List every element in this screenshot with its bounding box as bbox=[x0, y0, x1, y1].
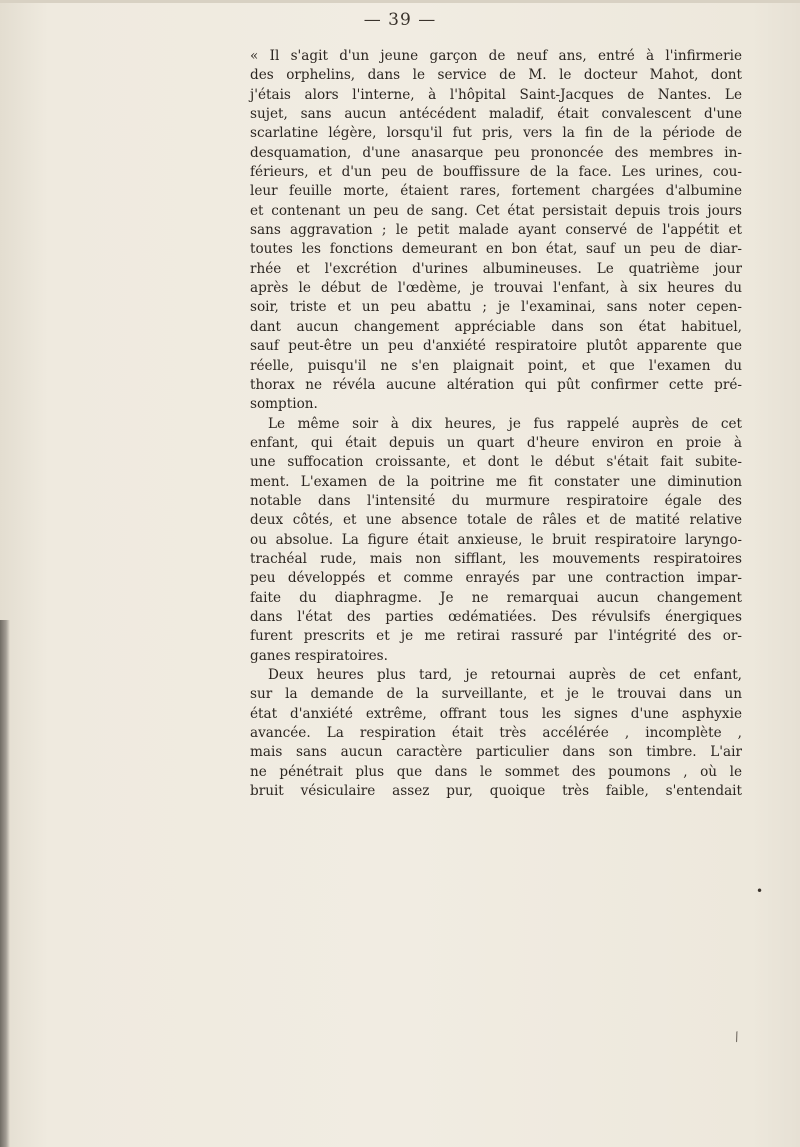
text-line: furent prescrits et je me retirai rassuré par l'intégrité des or- bbox=[250, 628, 742, 645]
text-line: faite du diaphragme. Je ne remarquai aucun changement bbox=[250, 589, 742, 606]
text-line: sujet, sans aucun antécédent maladif, était convalescent d'une bbox=[250, 106, 742, 123]
body-text bbox=[250, 47, 742, 801]
text-line: « Il s'agit d'un jeune garçon de neuf ans, entré à l'infirmerie bbox=[250, 48, 742, 64]
text-line: ou absolue. La figure était anxieuse, le bruit respiratoire laryngo- bbox=[250, 531, 742, 548]
text-line: mais sans aucun caractère particulier dans son timbre. L'air bbox=[250, 744, 742, 761]
paragraph-3 bbox=[250, 666, 742, 801]
paragraph-2 bbox=[250, 415, 742, 666]
text-line: sans aggravation ; le petit malade ayant conservé de l'appétit et bbox=[250, 222, 742, 239]
text-line: réelle, puisqu'il ne s'en plaignait point, et que l'examen du bbox=[250, 357, 742, 374]
text-line: dant aucun changement appréciable dans son état habituel, bbox=[250, 318, 742, 335]
text-line: somption. bbox=[250, 396, 318, 413]
text-line: Deux heures plus tard, je retournai auprès de cet enfant, bbox=[268, 667, 742, 683]
text-line: toutes les fonctions demeurant en bon état, sauf un peu de diar- bbox=[250, 241, 742, 258]
text-line: thorax ne révéla aucune altération qui pût confirmer cette pré- bbox=[250, 376, 742, 393]
text-line: enfant, qui était depuis un quart d'heure environ en proie à bbox=[250, 434, 742, 451]
text-line: scarlatine légère, lorsqu'il fut pris, vers la fin de la période de bbox=[250, 125, 742, 142]
text-line: après le début de l'œdème, je trouvai l'enfant, à six heures du bbox=[250, 280, 742, 297]
text-line: trachéal rude, mais non sifflant, les mouvements respiratoires bbox=[250, 550, 742, 567]
text-line: sur la demande de la surveillante, et je le trouvai dans un bbox=[250, 686, 742, 703]
text-line: dans l'état des parties œdématiées. Des révulsifs énergiques bbox=[250, 608, 742, 625]
text-line: bruit vésiculaire assez pur, quoique très faible, s'entendait bbox=[250, 783, 742, 800]
text-line: sauf peut-être un peu d'anxiété respiratoire plutôt apparente que bbox=[250, 338, 742, 355]
paragraph-1 bbox=[250, 47, 742, 415]
text-line: ment. L'examen de la poitrine me fit constater une diminution bbox=[250, 473, 742, 490]
binding-shadow bbox=[0, 620, 10, 1147]
text-line: des orphelins, dans le service de M. le docteur Mahot, dont bbox=[250, 67, 742, 84]
ink-speck: • bbox=[756, 884, 764, 898]
page-number: — 39 — bbox=[363, 10, 437, 30]
text-line: notable dans l'intensité du murmure respiratoire égale des bbox=[250, 492, 742, 509]
text-line: desquamation, d'une anasarque peu prononcée des membres in- bbox=[250, 144, 742, 161]
text-line: ne pénétrait plus que dans le sommet des poumons , où le bbox=[250, 763, 742, 780]
text-line: j'étais alors l'interne, à l'hôpital Saint-Jacques de Nantes. Le bbox=[250, 86, 742, 103]
text-line: rhée et l'excrétion d'urines albumineuses. Le quatrième jour bbox=[250, 260, 742, 277]
text-line: avancée. La respiration était très accélérée , incomplète , bbox=[250, 725, 742, 742]
text-line: deux côtés, et une absence totale de râles et de matité relative bbox=[250, 512, 742, 529]
ink-mark: ⁄ bbox=[732, 1030, 742, 1044]
text-line: peu développés et comme enrayés par une contraction impar- bbox=[250, 570, 742, 587]
page-top-edge bbox=[0, 0, 800, 3]
text-line: soir, triste et un peu abattu ; je l'examinai, sans noter cepen- bbox=[250, 299, 742, 316]
text-line: Le même soir à dix heures, je fus rappelé auprès de cet bbox=[268, 415, 742, 432]
text-line: et contenant un peu de sang. Cet état persistait depuis trois jours bbox=[250, 202, 742, 219]
text-line: une suffocation croissante, et dont le début s'était fait subite- bbox=[250, 454, 742, 471]
text-line: leur feuille morte, étaient rares, fortement chargées d'albumine bbox=[250, 183, 742, 200]
text-line: ganes respiratoires. bbox=[250, 647, 388, 664]
text-line: férieurs, et d'un peu de bouffissure de la face. Les urines, cou- bbox=[250, 164, 742, 181]
text-line: état d'anxiété extrême, offrant tous les signes d'une asphyxie bbox=[250, 705, 742, 722]
